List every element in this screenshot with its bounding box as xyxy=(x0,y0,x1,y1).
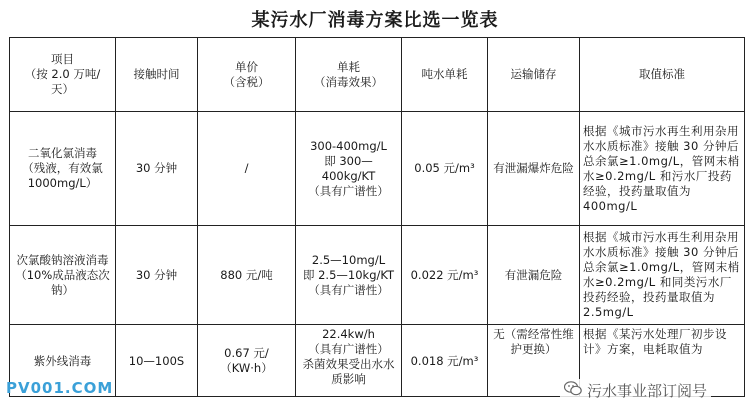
header-cell: 接触时间 xyxy=(116,38,198,112)
table-cell: 300-400mg/L 即 300—400kg/KT （具有广谱性） xyxy=(296,112,402,226)
table-cell: 0.018 元/m³ xyxy=(402,325,488,397)
header-cell: 吨水单耗 xyxy=(402,38,488,112)
table-cell: 880 元/吨 xyxy=(198,226,296,325)
table-cell: 30 分钟 xyxy=(116,226,198,325)
table-cell: 0.67 元/（KW·h） xyxy=(198,325,296,397)
table-cell: 无（需经常性维护更换） xyxy=(488,325,580,397)
table-cell: 10—100S xyxy=(116,325,198,397)
table-cell: 0.022 元/m³ xyxy=(402,226,488,325)
table-cell: 紫外线消毒 xyxy=(10,325,116,397)
watermark-site: PV001.COM xyxy=(6,379,114,397)
table-header-row xyxy=(10,38,745,112)
header-cell: 单耗 （消毒效果） xyxy=(296,38,402,112)
wechat-icon xyxy=(564,381,582,400)
table-cell: / xyxy=(198,112,296,226)
table-cell: 二氧化氯消毒 （残液，有效氯 1000mg/L） xyxy=(10,112,116,226)
table-cell: 次氯酸钠溶液消毒（10%成品液态次钠） xyxy=(10,226,116,325)
header-cell: 项目 （按 2.0 万吨/ 天） xyxy=(10,38,116,112)
table-cell: 根据《某污水处理厂初步设计》方案，电耗取值为 xyxy=(580,325,745,397)
table-cell: 根据《城市污水再生利用杂用水水质标准》接触 30 分钟后总余氯≥1.0mg/L，管网末梢水≥0.2mg/L 和同类污水厂投药经验，投药量取值为 2.5mg/L xyxy=(580,226,745,325)
page-title: 某污水厂消毒方案比选一览表 xyxy=(251,10,499,31)
header-cell: 运输储存 xyxy=(488,38,580,112)
table-cell: 有泄漏危险 xyxy=(488,226,580,325)
table-cell: 根据《城市污水再生利用杂用水水质标准》接触 30 分钟后总余氯≥1.0mg/L，管网末梢水≥0.2mg/L 和污水厂投药经验，投药量取值为 400mg/L xyxy=(580,112,745,226)
table-cell: 0.05 元/m³ xyxy=(402,112,488,226)
comparison-table xyxy=(9,37,745,397)
header-cell: 取值标准 xyxy=(580,38,745,112)
header-cell: 单价 （含税） xyxy=(198,38,296,112)
watermark-account-label: 污水事业部订阅号 xyxy=(587,382,708,400)
watermark-account xyxy=(560,379,711,402)
table-cell: 22.4kw/h （具有广谱性） 杀菌效果受出水水质影响 xyxy=(296,325,402,397)
table-row xyxy=(10,112,745,226)
table-row xyxy=(10,226,745,325)
table-cell: 2.5—10mg/L 即 2.5—10kg/KT （具有广谱性） xyxy=(296,226,402,325)
table-cell: 有泄漏爆炸危险 xyxy=(488,112,580,226)
table-cell: 30 分钟 xyxy=(116,112,198,226)
